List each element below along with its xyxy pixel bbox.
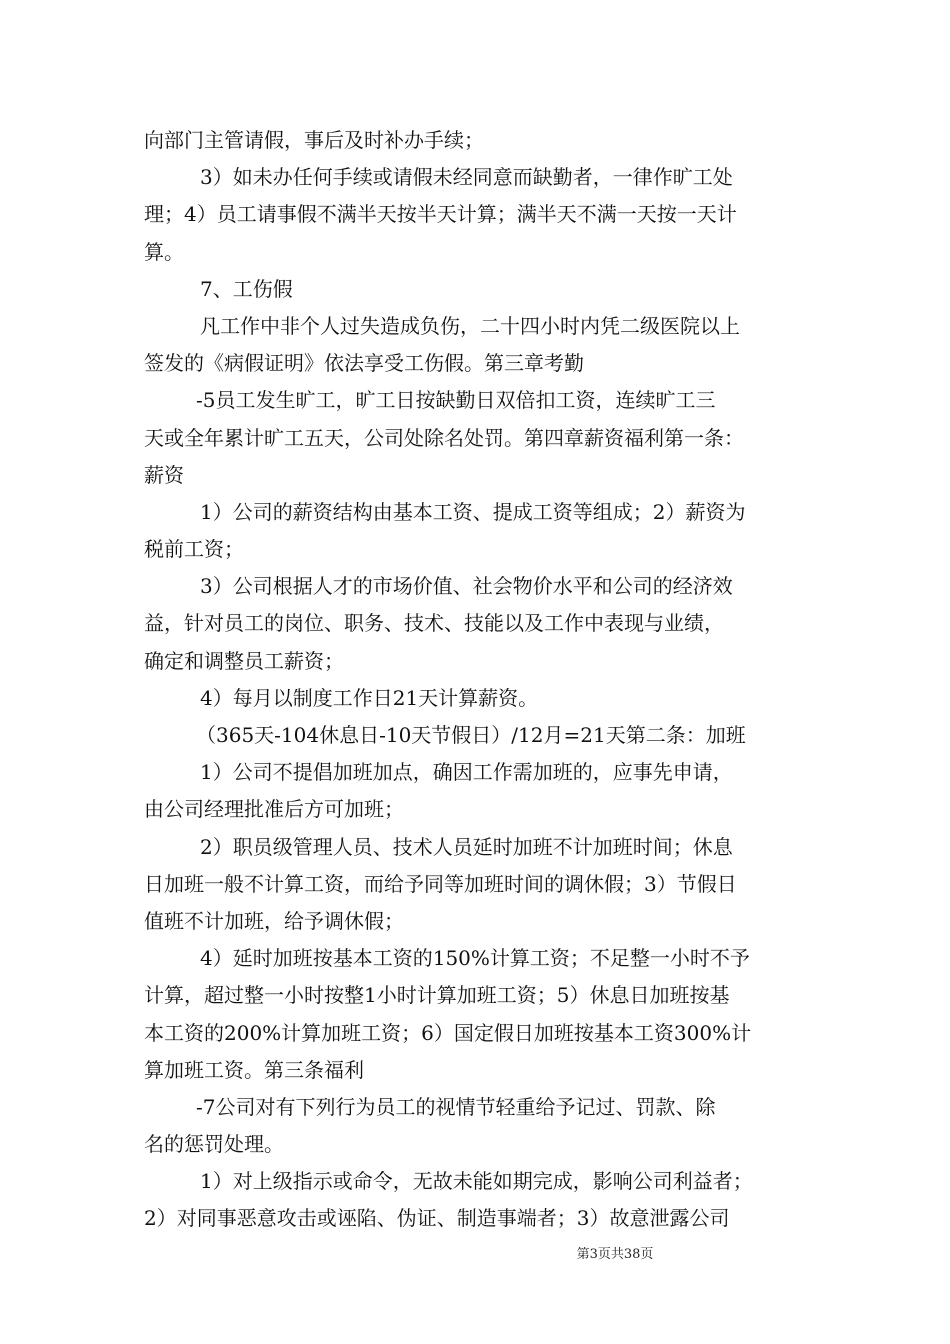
text-line: -7公司对有下列行为员工的视情节轻重给予记过、罚款、除 — [196, 1094, 716, 1119]
text-line: 2）职员级管理人员、技术人员延时加班不计加班时间；休息 — [200, 834, 733, 859]
text-line: 签发的《病假证明》依法享受工伤假。第三章考勤 — [144, 351, 584, 376]
text-line: 理；4）员工请事假不满半天按半天计算；满半天不满一天按一天计 — [144, 202, 737, 227]
text-line: 名的惩罚处理。 — [144, 1132, 284, 1157]
text-line: 1）对上级指示或命令，无故未能如期完成，影响公司利益者； — [200, 1169, 753, 1194]
text-line: 计算，超过整一小时按整1小时计算加班工资；5）休息日加班按基 — [144, 983, 730, 1008]
text-line: 4）每月以制度工作日21天计算薪资。 — [200, 685, 539, 710]
text-line: 由公司经理批准后方可加班； — [144, 797, 404, 822]
text-line: 3）公司根据人才的市场价值、社会物价水平和公司的经济效 — [200, 574, 733, 599]
text-line: 1）公司的薪资结构由基本工资、提成工资等组成；2）薪资为 — [200, 499, 746, 524]
text-line: 2）对同事恶意攻击或诬陷、伪证、制造事端者；3）故意泄露公司 — [144, 1206, 730, 1231]
text-line: 3）如未办任何手续或请假未经同意而缺勤者，一律作旷工处 — [200, 165, 733, 190]
text-line: 4）延时加班按基本工资的150%计算工资；不足整一小时不予 — [200, 946, 750, 971]
text-line: （365天-104休息日-10天节假日）/12月=21天第二条：加班 — [196, 723, 746, 747]
text-line: 益，针对员工的岗位、职务、技术、技能以及工作中表现与业绩， — [144, 611, 724, 636]
page-number: 第3页共38页 — [576, 1247, 654, 1262]
text-line: 算加班工资。第三条福利 — [144, 1057, 364, 1082]
text-line: 薪资 — [144, 462, 184, 487]
text-line: 向部门主管请假，事后及时补办手续； — [144, 128, 484, 152]
text-line: 本工资的200%计算加班工资；6）国定假日加班按基本工资300%计 — [144, 1020, 752, 1045]
text-line: 日加班一般不计算工资，而给予同等加班时间的调休假；3）节假日 — [144, 871, 737, 896]
text-line: 1）公司不提倡加班加点，确因工作需加班的，应事先申请， — [200, 760, 733, 785]
document-body — [144, 122, 810, 1238]
text-line: 凡工作中非个人过失造成负伤，二十四小时内凭二级医院以上 — [200, 313, 740, 338]
text-line: -5员工发生旷工，旷工日按缺勤日双倍扣工资，连续旷工三 — [196, 388, 716, 413]
text-line: 天或全年累计旷工五天，公司处除名处罚。第四章薪资福利第一条： — [144, 425, 744, 450]
text-line: 税前工资； — [144, 537, 244, 562]
text-line: 算。 — [144, 239, 184, 264]
text-line: 值班不计加班，给予调休假； — [144, 908, 404, 933]
text-line: 确定和调整员工薪资； — [144, 648, 344, 673]
section-heading: 7、工伤假 — [200, 276, 293, 301]
